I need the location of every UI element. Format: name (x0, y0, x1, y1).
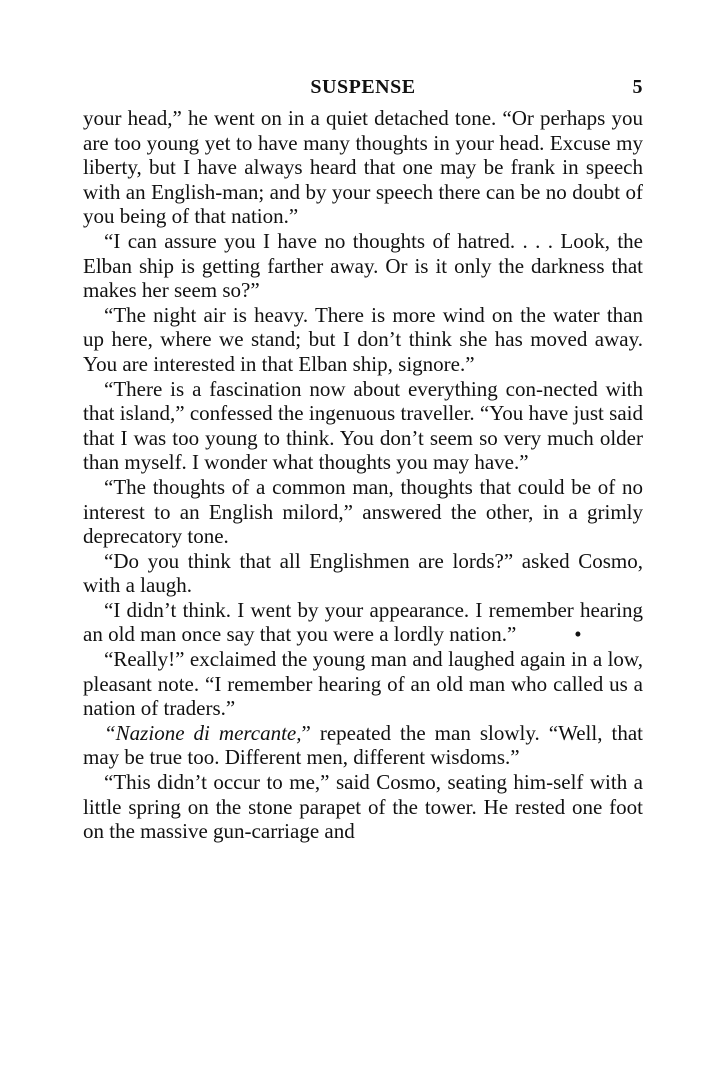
italic-phrase: “Nazione di mercante, (104, 720, 302, 745)
running-title: SUSPENSE (310, 76, 416, 98)
paragraph-text: ” repeated the man slowly. “Well, that may be true too. Different men, different wisdoms.” (83, 720, 643, 770)
paragraph (83, 598, 643, 647)
book-page (83, 72, 643, 844)
running-head (83, 72, 643, 106)
paragraph (83, 721, 643, 770)
paragraph: “Really!” exclaimed the young man and laughed again in a low, pleasant note. “I remember hearing of an old man who called us a nation of traders.” (83, 647, 643, 721)
paragraph: “This didn’t occur to me,” said Cosmo, seating him-self with a little spring on the stone parapet of the tower. He rested one foot on the massive gun-carriage and (83, 770, 643, 844)
paragraph-continuation: your head,” he went on in a quiet detached tone. “Or perhaps you are too young yet to have many thoughts in your head. Excuse my liberty, but I have always heard that one may be frank in speech with an English-man; and by your speech there can be no doubt of you being of that nation.” (83, 106, 643, 229)
body-text (83, 106, 643, 844)
page-number: 5 (632, 76, 643, 98)
paragraph-text: “I didn’t think. I went by your appearance. I remember hearing an old man once say that you were a lordly nation.” (83, 597, 643, 647)
paragraph: “Do you think that all Englishmen are lords?” asked Cosmo, with a laugh. (83, 548, 643, 598)
paragraph: “There is a fascination now about everything con-nected with that island,” confessed the ingenuous traveller. “You have just said that I was too young to think. You don’t seem so very much older than myself. I wonder what thoughts you may have.” (83, 376, 643, 475)
stray-dot-mark: • (574, 622, 582, 647)
paragraph: “The night air is heavy. There is more wind on the water than up here, where we stand; but I don’t think she has moved away. You are interested in that Elban ship, signore.” (83, 302, 643, 376)
paragraph: “The thoughts of a common man, thoughts that could be of no interest to an English milord,” answered the other, in a grimly deprecatory tone. (83, 474, 643, 549)
paragraph: “I can assure you I have no thoughts of hatred. . . . Look, the Elban ship is getting farther away. Or is it only the darkness that makes her seem so?” (83, 228, 643, 303)
